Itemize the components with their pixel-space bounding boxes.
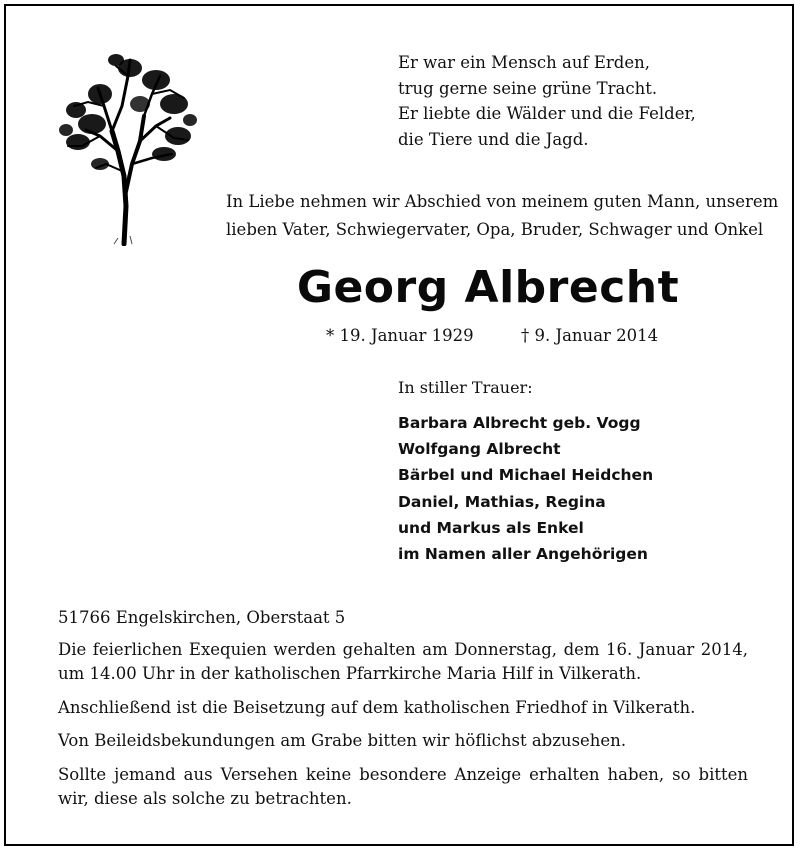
address: 51766 Engelskirchen, Oberstaat 5	[58, 608, 346, 627]
mourning-heading: In stiller Trauer:	[398, 378, 533, 397]
service-information	[58, 606, 748, 821]
burial-paragraph: Anschließend ist die Beisetzung auf dem katholischen Friedhof in Vilkerath.	[58, 697, 696, 717]
mourners-list	[398, 410, 653, 567]
tree-icon	[52, 46, 202, 246]
mourner-name: Barbara Albrecht geb. Vogg	[398, 414, 641, 432]
notice-paragraph: Sollte jemand aus Versehen keine besondere Anzeige erhalten haben, so bitten wir, diese als solche zu betrachten.	[58, 764, 748, 808]
poem	[398, 50, 696, 152]
poem-line: Er liebte die Wälder und die Felder,	[398, 104, 696, 123]
mourner-name: Bärbel und Michael Heidchen	[398, 466, 654, 485]
intro-line: In Liebe nehmen wir Abschied von meinem guten Mann, unserem	[226, 192, 779, 211]
intro-line: lieben Vater, Schwiegervater, Opa, Bruder, Schwager und Onkel	[226, 219, 764, 239]
intro-text	[226, 188, 779, 243]
poem-line: trug gerne seine grüne Tracht.	[398, 78, 658, 98]
obituary-card	[4, 4, 794, 846]
poem-line: die Tiere und die Jagd.	[398, 129, 589, 149]
mourner-name: und Markus als Enkel	[398, 518, 584, 537]
service-paragraph: Die feierlichen Exequien werden gehalten am Donnerstag, dem 16. Januar 2014, um 14.00 Uhr in der katholischen Pfarrkirche Maria Hilf in Vilkerath.	[58, 639, 748, 683]
mourner-name: im Namen aller Angehörigen	[398, 545, 648, 564]
condolence-paragraph: Von Beileidsbekundungen am Grabe bitten wir höflichst abzusehen.	[58, 731, 627, 750]
mourner-name: Wolfgang Albrecht	[398, 440, 561, 459]
birth-date: * 19. Januar 1929	[326, 326, 474, 345]
poem-line: Er war ein Mensch auf Erden,	[398, 53, 650, 72]
deceased-name: Georg Albrecht	[296, 262, 680, 313]
mourner-name: Daniel, Mathias, Regina	[398, 492, 606, 511]
death-date: † 9. Januar 2014	[521, 326, 659, 345]
